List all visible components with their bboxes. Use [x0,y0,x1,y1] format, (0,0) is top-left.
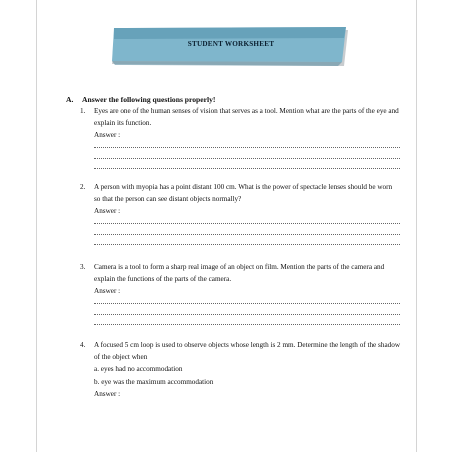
question-2 [80,181,400,249]
question-4 [80,339,400,400]
question-text: A person with myopia has a point distant 100 cm. What is the power of spectacle lenses should be worn so that the person can see distant objects normally? [94,183,393,204]
question-number: 1. [80,107,86,115]
answer-line[interactable] [94,218,400,229]
answer-line[interactable] [94,152,400,163]
worksheet-banner [112,26,350,68]
question-3 [80,261,400,329]
worksheet-title: STUDENT WORKSHEET [187,40,275,48]
answer-line[interactable] [94,298,400,309]
answer-label: Answer : [94,131,121,140]
answer-line[interactable] [94,142,400,153]
section-letter: A. [66,95,74,104]
page-edge-left [36,0,37,452]
section-heading [66,95,215,104]
question-number: 3. [80,263,86,271]
question-number: 2. [80,183,86,191]
answer-line[interactable] [94,319,400,330]
answer-line[interactable] [94,308,400,319]
answer-label: Answer : [94,389,121,398]
option-b: b. eye was the maximum accommodation [94,377,214,386]
option-a: a. eyes had no accommodation [94,365,183,374]
answer-line[interactable] [94,239,400,250]
question-1 [80,105,400,173]
answer-label: Answer : [94,287,121,296]
question-number: 4. [80,341,86,349]
answer-line[interactable] [94,163,400,174]
answer-label: Answer : [94,207,121,216]
page-edge-right [416,0,417,452]
answer-line[interactable] [94,228,400,239]
section-instruction: Answer the following questions properly! [82,95,216,104]
question-text: Camera is a tool to form a sharp real image of an object on film. Mention the parts of the camera and explain the functions of the parts of the camera. [94,263,385,284]
question-text: Eyes are one of the human senses of vision that serves as a tool. Mention what are the parts of the eye and explain its function. [94,107,399,128]
question-text: A focused 5 cm loop is used to observe objects whose length is 2 mm. Determine the length of the shadow of the object when [94,341,401,362]
